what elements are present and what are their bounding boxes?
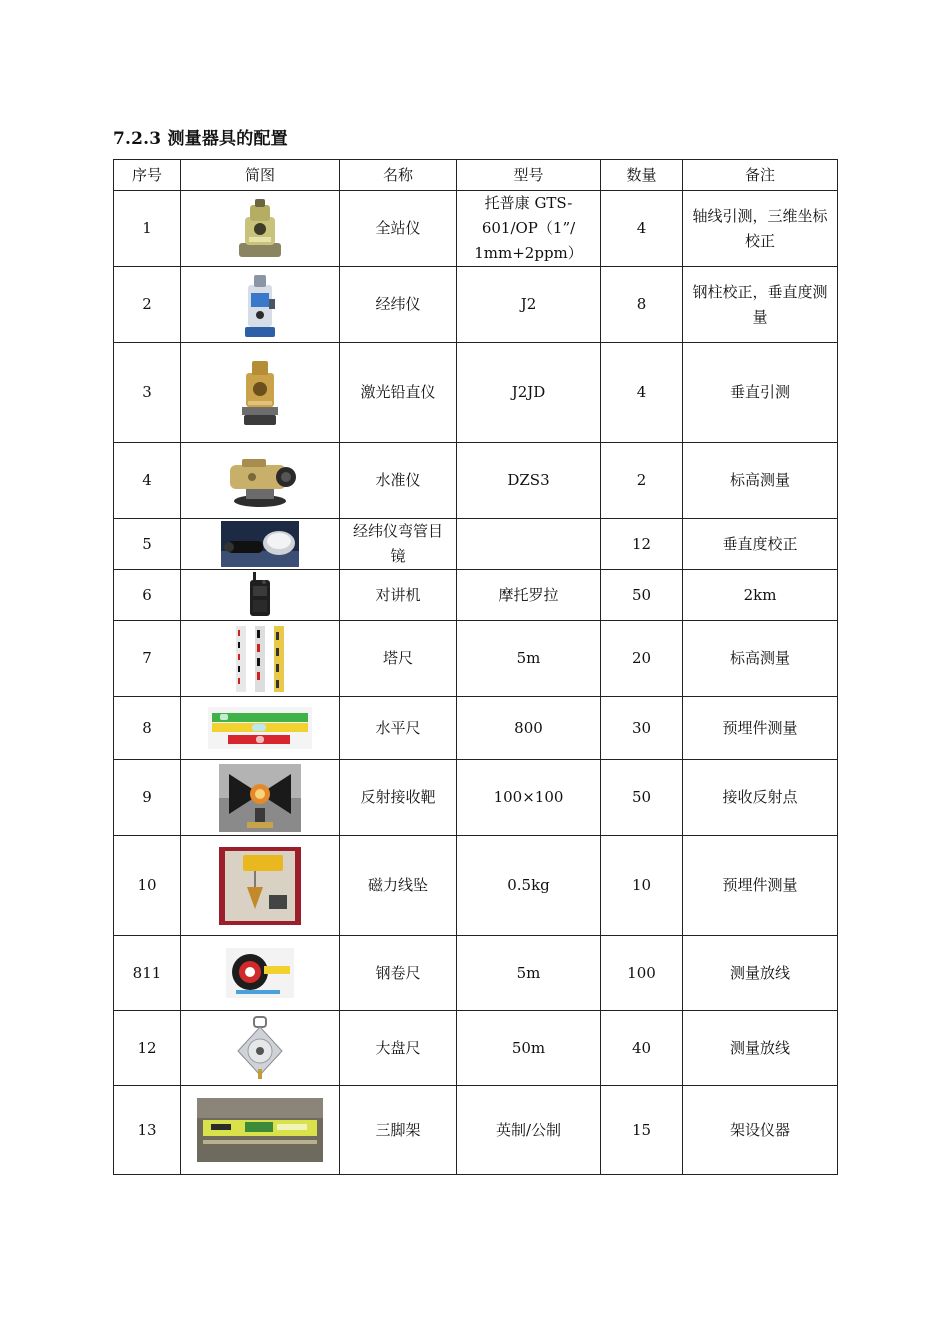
- cell-note: 标高测量: [683, 443, 838, 519]
- cell-image: [181, 519, 340, 570]
- cell-qty: 20: [601, 621, 683, 697]
- tripod-image: [197, 1098, 323, 1162]
- table-row: [114, 1011, 838, 1086]
- cell-image: [181, 443, 340, 519]
- cell-image: [181, 1011, 340, 1086]
- cell-note: 接收反射点: [683, 760, 838, 836]
- cell-note: 测量放线: [683, 1011, 838, 1086]
- cell-no: 5: [114, 519, 181, 570]
- header-no: 序号: [114, 160, 181, 191]
- cell-model: 托普康 GTS-601/OP（1”/ 1mm+2ppm）: [457, 191, 601, 267]
- cell-qty: 4: [601, 343, 683, 443]
- cell-qty: 8: [601, 267, 683, 343]
- cell-no: 13: [114, 1086, 181, 1175]
- cell-model: [457, 519, 601, 570]
- cell-model: 0.5kg: [457, 836, 601, 936]
- table-row: [114, 267, 838, 343]
- cell-name: 对讲机: [340, 570, 457, 621]
- cell-image: [181, 343, 340, 443]
- cell-name: 钢卷尺: [340, 936, 457, 1011]
- tape-measure-image: [226, 948, 294, 998]
- header-model: 型号: [457, 160, 601, 191]
- cell-note: 轴线引测，三维坐标校正: [683, 191, 838, 267]
- table-row: [114, 343, 838, 443]
- cell-note: 钢柱校正，垂直度测量: [683, 267, 838, 343]
- cell-image: [181, 191, 340, 267]
- cell-note: 测量放线: [683, 936, 838, 1011]
- table-row: [114, 191, 838, 267]
- cell-qty: 50: [601, 570, 683, 621]
- header-image: 简图: [181, 160, 340, 191]
- cell-qty: 12: [601, 519, 683, 570]
- cell-image: [181, 697, 340, 760]
- table-row: [114, 936, 838, 1011]
- cell-model: J2JD: [457, 343, 601, 443]
- cell-no: 4: [114, 443, 181, 519]
- cell-qty: 50: [601, 760, 683, 836]
- long-tape-reel-image: [232, 1015, 288, 1081]
- walkie-talkie-image: [248, 572, 272, 618]
- cell-note: 预埋件测量: [683, 836, 838, 936]
- cell-name: 经纬仪弯管目镜: [340, 519, 457, 570]
- cell-no: 12: [114, 1011, 181, 1086]
- header-note: 备注: [683, 160, 838, 191]
- cell-model: 50m: [457, 1011, 601, 1086]
- cell-name: 反射接收靶: [340, 760, 457, 836]
- cell-note: 垂直度校正: [683, 519, 838, 570]
- cell-image: [181, 570, 340, 621]
- header-name: 名称: [340, 160, 457, 191]
- cell-name: 经纬仪: [340, 267, 457, 343]
- cell-no: 9: [114, 760, 181, 836]
- section-heading: 7.2.3 测量器具的配置: [113, 129, 288, 149]
- tower-ruler-image: [230, 624, 290, 694]
- equipment-table: [113, 159, 838, 1175]
- table-row: [114, 519, 838, 570]
- laser-plummet-image: [238, 357, 282, 429]
- cell-no: 3: [114, 343, 181, 443]
- table-row: [114, 621, 838, 697]
- cell-model: 100×100: [457, 760, 601, 836]
- total-station-image: [235, 197, 285, 261]
- cell-qty: 100: [601, 936, 683, 1011]
- cell-no: 2: [114, 267, 181, 343]
- cell-model: 5m: [457, 621, 601, 697]
- cell-note: 架设仪器: [683, 1086, 838, 1175]
- cell-no: 10: [114, 836, 181, 936]
- table-header-row: [114, 160, 838, 191]
- cell-name: 激光铅直仪: [340, 343, 457, 443]
- cell-name: 磁力线坠: [340, 836, 457, 936]
- cell-no: 1: [114, 191, 181, 267]
- cell-name: 三脚架: [340, 1086, 457, 1175]
- cell-no: 8: [114, 697, 181, 760]
- cell-note: 标高测量: [683, 621, 838, 697]
- cell-model: 英制/公制: [457, 1086, 601, 1175]
- cell-qty: 30: [601, 697, 683, 760]
- elbow-eyepiece-image: [221, 521, 299, 567]
- table-row: [114, 836, 838, 936]
- cell-name: 水平尺: [340, 697, 457, 760]
- cell-model: 5m: [457, 936, 601, 1011]
- cell-no: 811: [114, 936, 181, 1011]
- cell-image: [181, 760, 340, 836]
- cell-note: 2km: [683, 570, 838, 621]
- table-row: [114, 1086, 838, 1175]
- header-qty: 数量: [601, 160, 683, 191]
- table-row: [114, 443, 838, 519]
- cell-qty: 40: [601, 1011, 683, 1086]
- reflector-target-image: [219, 764, 301, 832]
- cell-model: J2: [457, 267, 601, 343]
- cell-name: 塔尺: [340, 621, 457, 697]
- cell-model: DZS3: [457, 443, 601, 519]
- cell-note: 预埋件测量: [683, 697, 838, 760]
- level-instrument-image: [222, 453, 298, 509]
- table-row: [114, 570, 838, 621]
- table-row: [114, 760, 838, 836]
- cell-model: 摩托罗拉: [457, 570, 601, 621]
- cell-qty: 2: [601, 443, 683, 519]
- cell-image: [181, 267, 340, 343]
- cell-name: 全站仪: [340, 191, 457, 267]
- cell-qty: 4: [601, 191, 683, 267]
- table-row: [114, 697, 838, 760]
- cell-qty: 15: [601, 1086, 683, 1175]
- magnetic-plumb-image: [219, 847, 301, 925]
- cell-no: 7: [114, 621, 181, 697]
- theodolite-image: [239, 271, 281, 339]
- cell-image: [181, 621, 340, 697]
- cell-image: [181, 1086, 340, 1175]
- cell-name: 大盘尺: [340, 1011, 457, 1086]
- cell-no: 6: [114, 570, 181, 621]
- cell-model: 800: [457, 697, 601, 760]
- cell-image: [181, 936, 340, 1011]
- cell-image: [181, 836, 340, 936]
- spirit-level-image: [208, 707, 312, 749]
- cell-note: 垂直引测: [683, 343, 838, 443]
- cell-qty: 10: [601, 836, 683, 936]
- cell-name: 水准仪: [340, 443, 457, 519]
